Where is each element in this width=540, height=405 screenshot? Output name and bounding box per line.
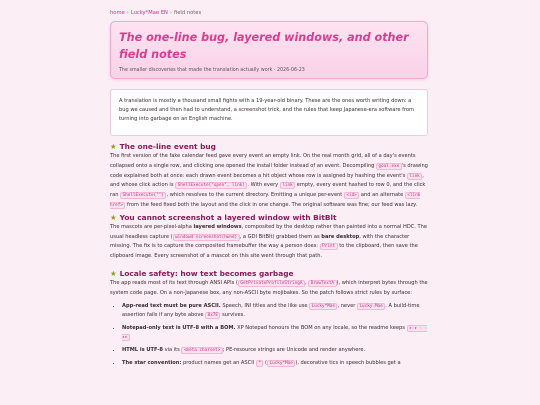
breadcrumb-section-link[interactable]: Lucky*Mae EN [130, 10, 168, 16]
inline-code: Lucky*Mae [309, 303, 337, 310]
rules-list [110, 302, 428, 369]
inline-code: Lucky*Mae [267, 360, 295, 367]
inline-code: * [256, 360, 264, 367]
breadcrumb-current: field notes [173, 10, 202, 16]
inline-code: link [407, 173, 422, 180]
breadcrumb-home-link[interactable]: home [110, 10, 125, 16]
breadcrumb [110, 10, 201, 16]
inline-code: ShellExecute("") [120, 192, 166, 199]
inline-code: ★☆★ ☆ ☆ ★★ [122, 325, 428, 341]
inline-code: goal.exe [376, 163, 402, 170]
inline-code: <id> [344, 192, 359, 199]
list-item: • Notepad-only text is UTF-8 with a BOM. XP Notepad honours the BOM on any locale, so the readme keeps ★☆★ ☆ ☆ ★★ [122, 324, 428, 343]
section-layered-windows [110, 213, 428, 262]
page-subtitle: The smaller discoveries that made the translation actually work · 2026-06-23 [119, 68, 305, 73]
inline-code: windowd screenshot(hwnd) [173, 234, 240, 241]
section-heading: ★ The one-line event bug [110, 142, 216, 151]
page-title: The one-line bug, layered windows, and other field notes [119, 31, 409, 61]
section-heading: ★ Locale safety: how text becomes garbage [110, 268, 294, 278]
section-paragraph: The first version of the fake calendar feed gave every event an empty link. On the real month grid, all of a day's events collapsed onto a single row, and clicking one opened the install folder instead of an event. Decompiling goal.exe 's drawing code explained both at once: each drawn event becomes a hit object whose row is assigned by hashing the event's link , and whose click action is ShellExecute("open", link) . With every link empty, every event hashed to row 0, and the click ran ShellExecute("") , which resolves to the current directory. Emitting a unique per-event <id> and an alternate <link href> from the feed fixed both the layout and the click in one change. The original software was fine; our feed was lazy. [110, 153, 428, 208]
star-icon: ★ [110, 142, 117, 151]
inline-code: <link href> [110, 193, 421, 208]
inline-code: ShellExecute("open", link) [175, 182, 247, 189]
list-item: • App-read text must be pure ASCII. Speech, INI titles and the like use Lucky*Mae , never Lucky☆Mae . A build-time assertion fails if any byte above 0x7E survives. [122, 302, 428, 321]
breadcrumb-separator: › [169, 10, 172, 16]
inline-code: 0x7E [205, 312, 220, 319]
breadcrumb-separator: › [126, 10, 129, 16]
inline-code: Print [320, 243, 338, 250]
intro-card [110, 89, 428, 136]
section-heading: ★ You cannot screenshot a layered window with BitBlt [110, 212, 337, 222]
page-header [110, 21, 428, 79]
star-icon: ★ [110, 212, 117, 222]
inline-code: GetPrivateProfileStringA [238, 280, 305, 287]
inline-code: DrawTextA [308, 280, 336, 287]
inline-code: Lucky☆Mae [357, 303, 385, 310]
intro-text: A translation is mostly a thousand small fights with a 19-year-old binary. These are the ones worth writing down: a bug we caused and then had to understand, a screenshot trick, and the rules that keep Japanese-era software from turning into garbage on an English machine. [119, 98, 415, 122]
list-item: • HTML is UTF-8 via its <meta charset> ; PE-resource strings are Unicode and render anywhere. [122, 346, 428, 356]
section-event-bug [110, 142, 428, 211]
section-locale-safety [110, 269, 428, 368]
section-paragraph: The mascots are per-pixel-alpha layered windows, composited by the desktop rather than painted into a normal HDC. The usual headless capture ( windowd screenshot(hwnd) , a GDI BitBlt) grabbed them as bare desktop, with the character missing. The fix is to capture the composited framebuffer the way a person does: Print to the clipboard, then save the clipboard image. Every screenshot of a mascot on this site went through that path. [110, 223, 428, 260]
inline-code: <meta charset> [181, 347, 222, 354]
list-item: • The star convention: product names get an ASCII * ( Lucky*Mae ), decorative tics in speech bubbles get a [122, 359, 428, 369]
article-body [110, 141, 428, 371]
inline-code: link [280, 182, 295, 189]
star-icon: ★ [110, 268, 117, 278]
section-paragraph: The app reads most of its text through ANSI APIs ( GetPrivateProfileStringA , DrawTextA ), which interpret bytes through the system code page. On a non-Japanese box, any non-ASCII byte mojibakes. So the patch follows strict rules by surface: [110, 279, 428, 296]
